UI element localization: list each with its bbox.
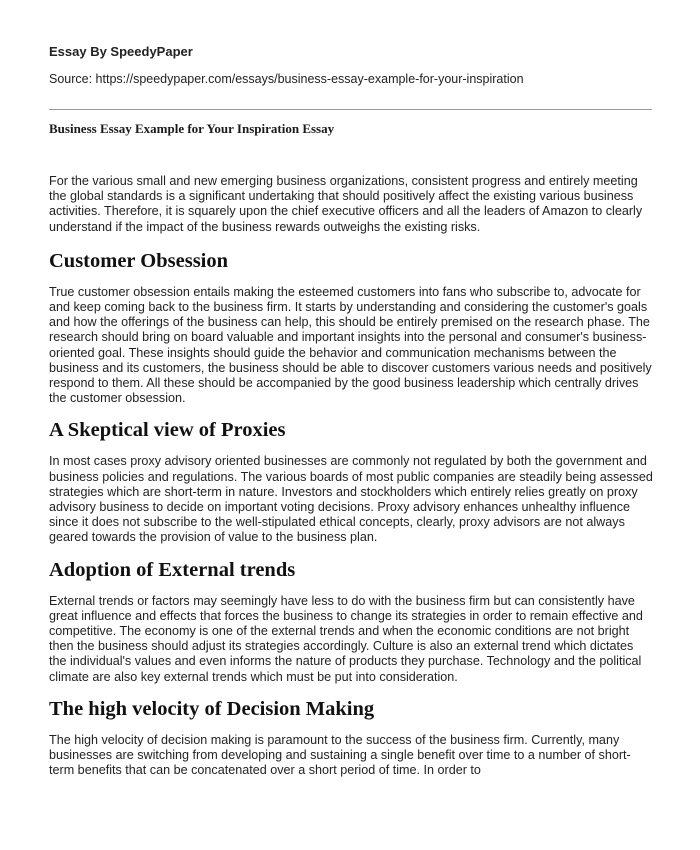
essay-provider-title: Essay By SpeedyPaper [49,44,193,59]
header-divider [49,109,652,110]
section-body-skeptical-view-of-proxies: In most cases proxy advisory oriented businesses are commonly not regulated by both the government and business policies and regulations. The various boards of most public companies are steadily being assessed strategies which are short-term in nature. Investors and stockholders which entirely relies greatly on proxy advisory business to decide on important voting decisions. Proxy advisory enhances unhealthy influence since it does not subscribe to the well-stipulated ethical concepts, clearly, proxy advisors are not always geared towards the provision of value to the business plan. [49,454,653,545]
section-heading-adoption-of-external-trends: Adoption of External trends [49,558,296,581]
section-heading-customer-obsession: Customer Obsession [49,249,229,272]
section-body-high-velocity-decision-making: The high velocity of decision making is paramount to the success of the business firm. Currently, many businesses are switching from developing and sustaining a single benefit over time to a number of short-term benefits that can be concatenated over a short period of time. In order to [49,732,631,778]
section-heading-high-velocity-decision-making: The high velocity of Decision Making [49,697,375,720]
document-body [49,174,654,790]
source-line: Source: https://speedypaper.com/essays/business-essay-example-for-your-inspiration [49,72,524,86]
document-title: Business Essay Example for Your Inspiration Essay [49,121,335,136]
intro-paragraph: For the various small and new emerging business organizations, consistent progress and entirely meeting the global standards is a significant undertaking that should positively affect the existing various business activities. Therefore, it is squarely upon the chief executive officers and all the leaders of Amazon to clearly understand if the impact of the business rewards outweighs the existing risks. [49,174,643,234]
section-body-customer-obsession: True customer obsession entails making the esteemed customers into fans who subscribe to, advocate for and keep coming back to the business firm. It starts by understanding and considering the customer's goals and how the offerings of the business can help, this should be entirely premised on the research phase. The research should bring on board valuable and important insights into the personal and consumer's business-oriented goal. These insights should guide the behavior and communication mechanisms between the business and its customers, the business should be able to discover customers various needs and positively respond to them. All these should be accompanied by the good business leadership which centrally drives the customer obsession. [49,284,652,406]
section-heading-skeptical-view-of-proxies: A Skeptical view of Proxies [49,419,286,442]
section-body-adoption-of-external-trends: External trends or factors may seemingly have less to do with the business firm but can consistently have great influence and effects that forces the business to change its strategies in order to remain effective and competitive. The economy is one of the external trends and when the economic conditions are not bright then the business should adjust its strategies accordingly. Culture is also an external trend which dictates the individual's values and even informs the nature of products they purchase. Technology and the political climate are also key external trends which must be put into consideration. [49,593,643,684]
